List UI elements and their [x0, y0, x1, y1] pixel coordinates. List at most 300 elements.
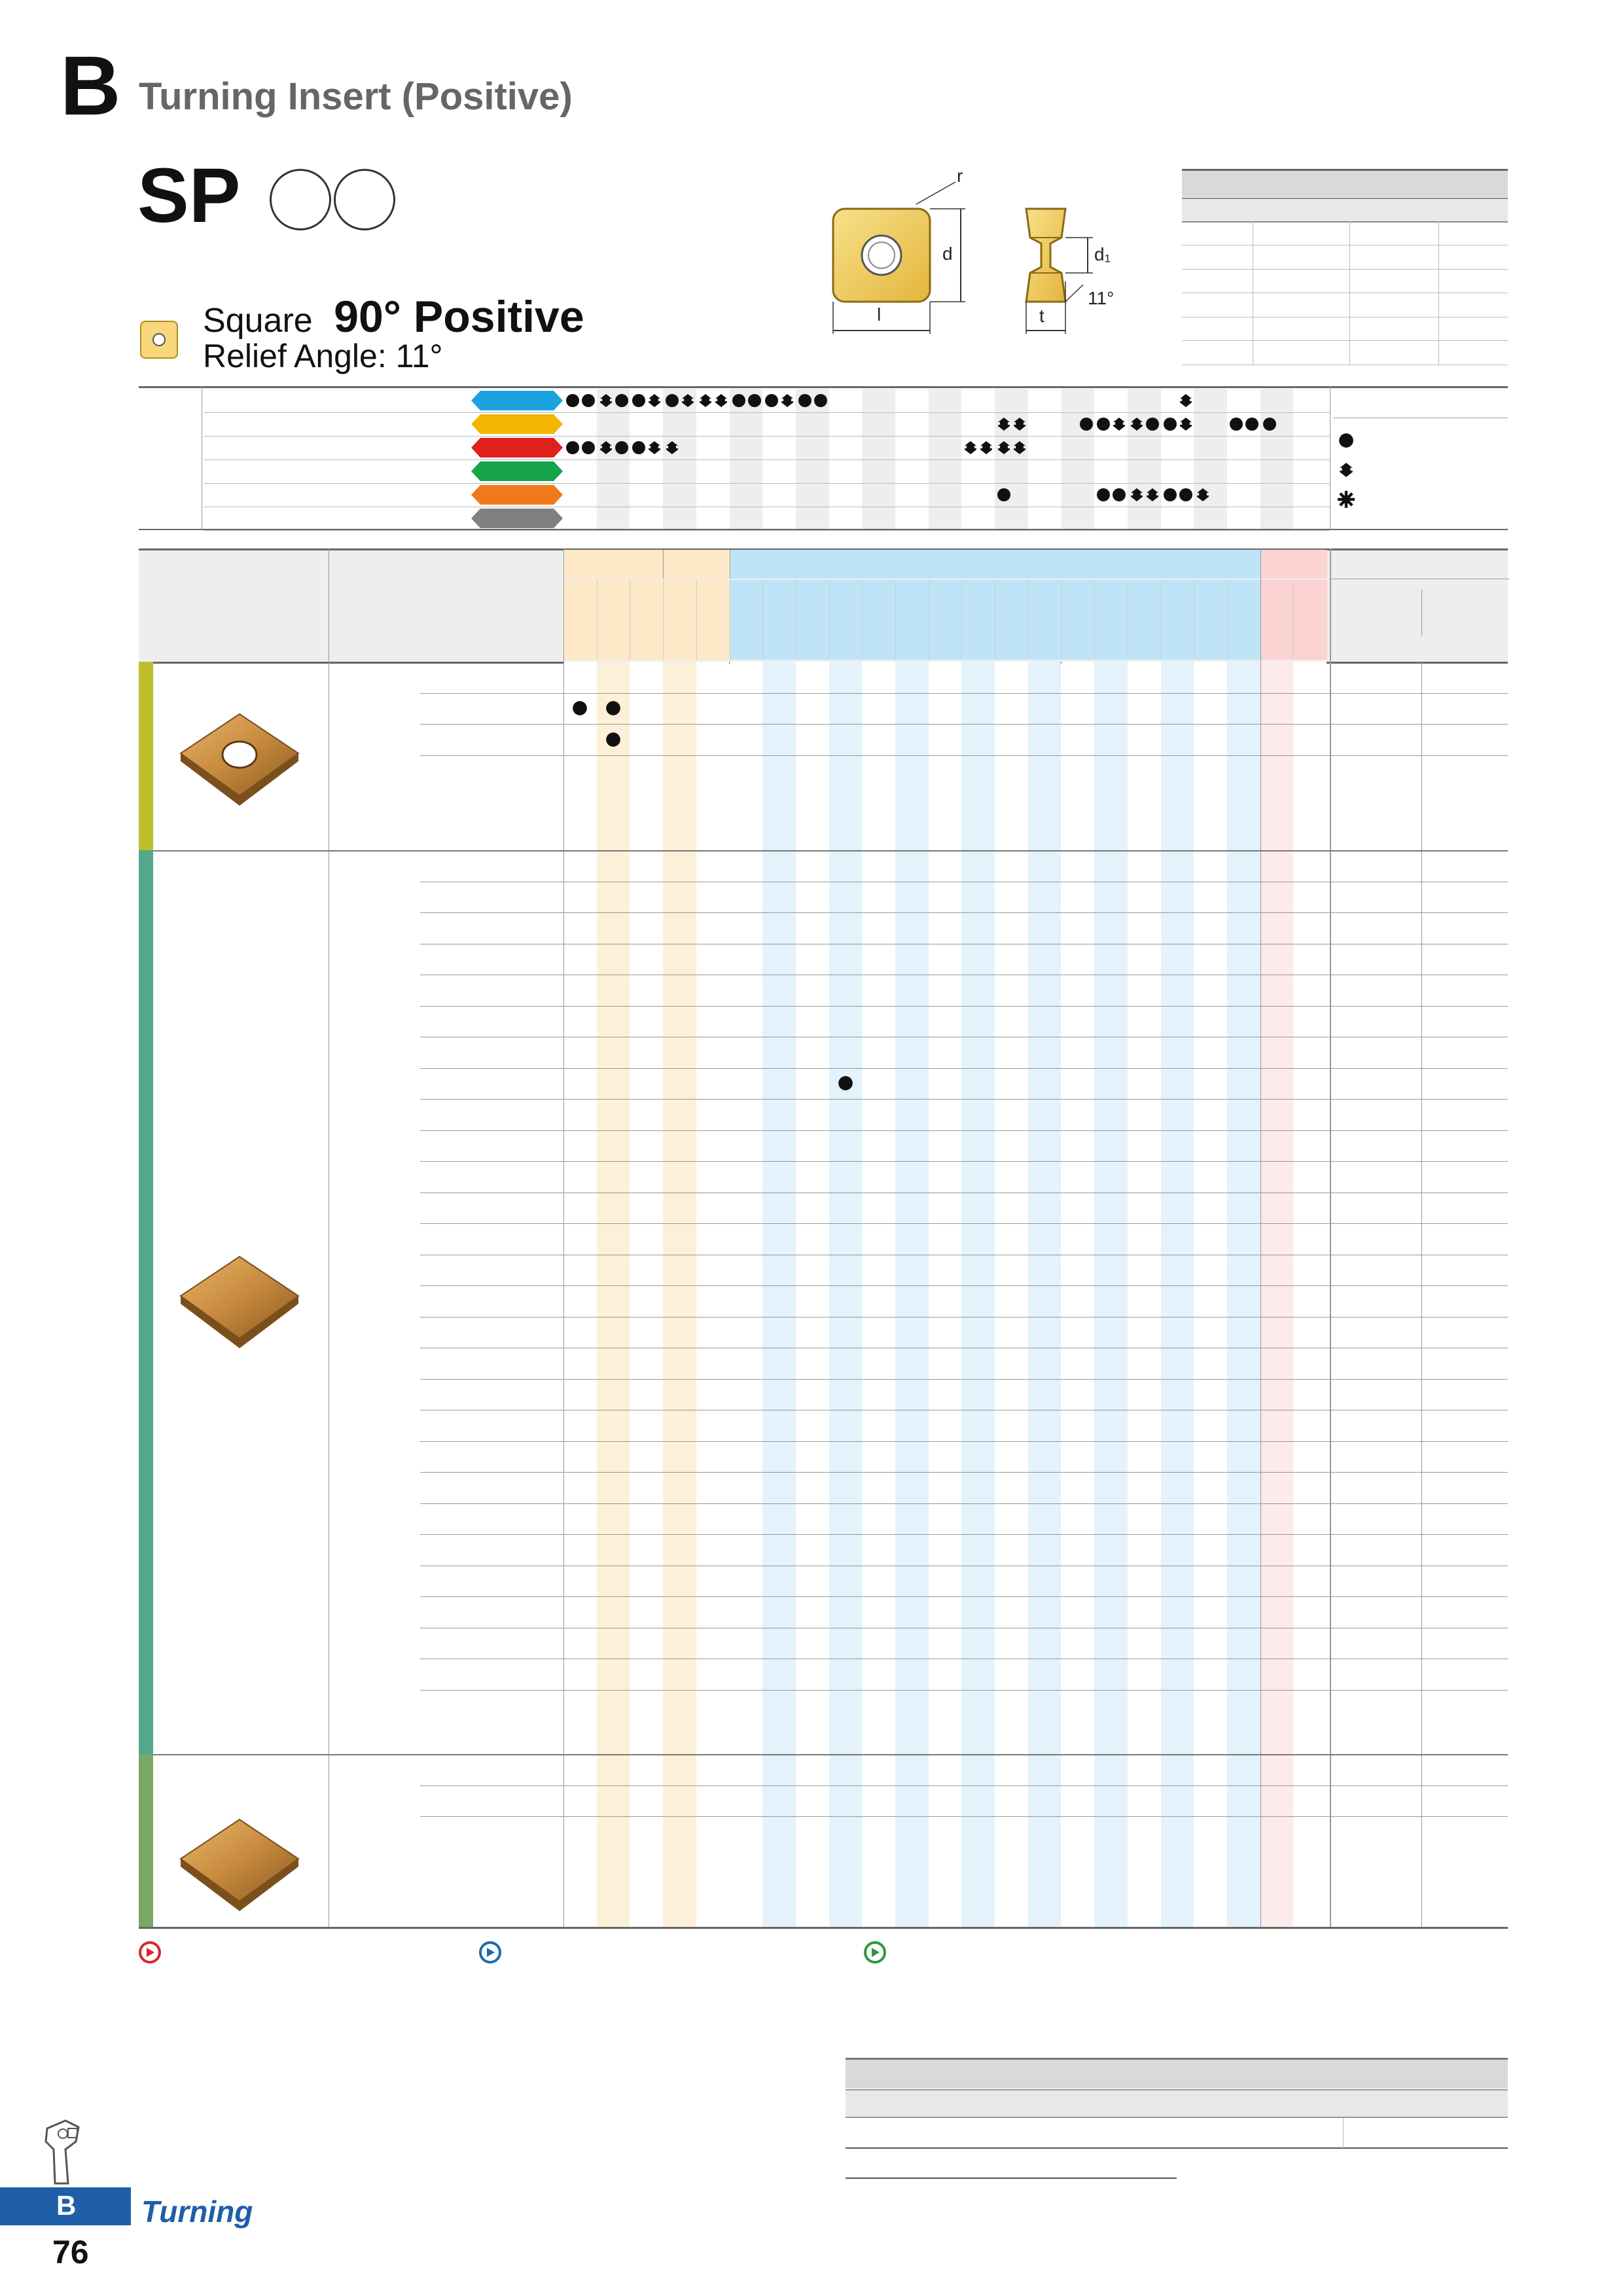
dimensions-cell [1253, 269, 1350, 293]
fn-value [1330, 1379, 1421, 1410]
tool-holders-header [1343, 2090, 1508, 2117]
tool-holder-cell[interactable] [1343, 2118, 1508, 2147]
machining-type-label [1359, 488, 1509, 511]
iso-code-tag [471, 461, 563, 481]
tool-holder-row-line [846, 2178, 1177, 2179]
fn-value [1330, 1659, 1421, 1690]
ap-value [1421, 1472, 1508, 1503]
fn-value [1330, 1223, 1421, 1255]
inserts-header [139, 548, 329, 660]
iso-code-tag [471, 485, 563, 505]
continuous-cutting-icon [565, 440, 580, 456]
designation-code [424, 1317, 562, 1348]
dimensions-cell [1182, 269, 1253, 293]
placeholder-circle-2 [334, 169, 395, 230]
general-cutting-icon [647, 440, 662, 456]
tool-holders-header [1177, 2090, 1343, 2117]
ap-value [1421, 1348, 1508, 1379]
grade-name [1001, 581, 1022, 659]
dimensions-header-row [1182, 198, 1508, 223]
fn-value [1330, 882, 1421, 913]
ap-value [1421, 1099, 1508, 1130]
dimensions-cell [1253, 245, 1350, 269]
fn-value [1330, 1161, 1421, 1193]
dimensions-row [1182, 293, 1508, 317]
stock-item-icon [605, 731, 622, 748]
continuous-cutting-icon [631, 440, 647, 456]
fn-value [1330, 1596, 1421, 1628]
designation-code [424, 1503, 562, 1535]
grade-name [1067, 581, 1088, 659]
ap-value [1421, 912, 1508, 944]
designation-code [424, 1068, 562, 1100]
tool-holder-col-line [1343, 2118, 1344, 2148]
designation-code [424, 1441, 562, 1473]
fn-value [1330, 1193, 1421, 1224]
iso-code-letter [471, 414, 563, 434]
dimensions-cell [1349, 221, 1439, 245]
page-number: 76 [52, 2234, 89, 2270]
general-cutting-icon [1129, 416, 1145, 432]
reference-arrow-icon [139, 1941, 161, 1964]
continuous-cutting-icon [580, 440, 596, 456]
fn-value [1330, 1099, 1421, 1130]
ap-value [1421, 1006, 1508, 1037]
grade-name [1266, 581, 1287, 659]
grade-name [702, 581, 723, 659]
continuous-cutting-icon [1244, 416, 1260, 432]
general-cutting-icon [713, 393, 729, 408]
grade-name [769, 581, 790, 659]
stock-item-icon [571, 700, 588, 717]
designation-code [424, 1596, 562, 1628]
stock-item-icon [837, 1075, 854, 1092]
ap-value [1421, 1628, 1508, 1659]
continuous-cutting-icon [565, 393, 580, 408]
workpiece-top-line [139, 386, 1508, 388]
ap-value [1421, 1410, 1508, 1441]
continuous-cutting-icon [747, 393, 762, 408]
shape-name: Square 90° Positive [203, 292, 584, 342]
placeholder-circle-1 [270, 169, 331, 230]
continuous-cutting-icon [1079, 416, 1094, 432]
dimensions-table [1182, 169, 1508, 378]
continuous-cutting-icon [1228, 416, 1244, 432]
continuous-cutting-icon [1162, 487, 1178, 503]
workpiece-row-line [204, 530, 1330, 531]
iso-code-letter [471, 438, 563, 457]
continuous-cutting-icon [580, 393, 596, 408]
tool-holder-cell [846, 2118, 1009, 2147]
table-bottom-line [139, 1927, 1508, 1929]
dimensions-row [1182, 341, 1508, 365]
continuous-cutting-icon [1111, 487, 1127, 503]
ap-value [1421, 1130, 1508, 1162]
dimensions-cell [1349, 293, 1439, 317]
stock-item-note [1343, 1940, 1508, 1966]
tool-holder-cell [1177, 2118, 1343, 2147]
general-cutting-icon [680, 393, 696, 408]
ap-value [1421, 944, 1508, 975]
dimensions-cell [1438, 341, 1508, 365]
reference-arrow-head [872, 1948, 880, 1957]
dimensions-header-0 [1182, 199, 1253, 221]
continuous-cutting-icon [614, 440, 630, 456]
fn-value [1330, 1503, 1421, 1535]
grade-name [935, 581, 955, 659]
grade-name [1300, 581, 1321, 659]
diagram-d-label: d [942, 243, 953, 264]
fn-value [1330, 1006, 1421, 1037]
grade-name [968, 581, 989, 659]
general-cutting-icon [598, 393, 614, 408]
grade-name [868, 581, 889, 659]
dimensions-cell [1182, 293, 1253, 317]
tool-holders-title [846, 2058, 1508, 2089]
continuous-cutting-icon [1262, 416, 1277, 432]
designation-code [424, 1006, 562, 1037]
dimensions-row [1182, 245, 1508, 270]
ap-value [1421, 1566, 1508, 1597]
designation-code [424, 1223, 562, 1255]
ap-value [1421, 724, 1508, 755]
tool-holders-header [846, 2090, 1009, 2117]
continuous-cutting-icon [1338, 432, 1355, 449]
continuous-cutting-icon [1162, 416, 1178, 432]
workpiece-bottom-line [139, 529, 1508, 530]
dimensions-cell [1349, 245, 1439, 269]
designation-code [424, 912, 562, 944]
dimensions-cell [1182, 317, 1253, 340]
continuous-cutting-icon [996, 487, 1012, 503]
section-tab-letter: B [56, 2190, 77, 2221]
fn-value [1330, 1566, 1421, 1597]
iso-code-letter [471, 509, 563, 528]
general-cutting-icon [1111, 416, 1127, 432]
continuous-cutting-icon [1096, 487, 1111, 503]
grade-name [736, 581, 757, 659]
designation-code [424, 975, 562, 1006]
continuous-cutting-icon [664, 393, 680, 408]
fn-value [1330, 1285, 1421, 1317]
general-cutting-icon [996, 440, 1012, 456]
fn-value [1330, 850, 1421, 882]
reference-label [508, 1940, 717, 1966]
fn-value [1330, 944, 1421, 975]
grade-name [1101, 581, 1122, 659]
turning-tool-icon [39, 2115, 98, 2187]
table-row-line [420, 1690, 1508, 1691]
iso-code-tag [471, 438, 563, 457]
general-cutting-icon [1195, 487, 1211, 503]
designation-code [424, 1285, 562, 1317]
designation-code [424, 1193, 562, 1224]
ap-value [1421, 1068, 1508, 1100]
tool-holder-cell [846, 2148, 1009, 2177]
general-cutting-icon [1145, 487, 1160, 503]
ap-value [1421, 1379, 1508, 1410]
general-cutting-icon [996, 416, 1012, 432]
dimensions-cell [1182, 341, 1253, 365]
fn-value [1330, 1255, 1421, 1286]
general-cutting-icon [647, 393, 662, 408]
fn-value [1330, 662, 1421, 693]
ap-value [1421, 1317, 1508, 1348]
workpiece-label [159, 388, 185, 531]
continuous-cutting-icon [1096, 416, 1111, 432]
fn-value [1330, 1410, 1421, 1441]
designation-code [424, 1785, 562, 1817]
grade-name [569, 581, 590, 659]
chapter-name: Turning [141, 2195, 253, 2229]
ap-value [1421, 850, 1508, 882]
tool-holders-header [1009, 2090, 1177, 2117]
reference-pages[interactable] [357, 1940, 449, 1966]
chip-breaker-letter [237, 1766, 263, 1799]
fn-value [1330, 1628, 1421, 1659]
shape-code: SP [137, 152, 241, 239]
continuous-cutting-icon [1145, 416, 1160, 432]
reference-links [139, 1937, 1508, 1970]
workpiece-section [139, 386, 1508, 529]
grade-name [1034, 581, 1055, 659]
grade-group-header [1260, 550, 1327, 579]
interrupted-cutting-icon [1338, 491, 1355, 508]
iso-code-letter [471, 391, 563, 410]
continuous-cutting-icon [731, 393, 747, 408]
designation-code [424, 1566, 562, 1597]
reference-arrow-head [487, 1948, 495, 1957]
ap-value [1421, 1037, 1508, 1068]
machining-type-label [1359, 459, 1509, 481]
general-cutting-icon [1012, 416, 1027, 432]
dimensions-cell [1349, 317, 1439, 340]
continuous-cutting-icon [764, 393, 779, 408]
grade-name [1133, 581, 1154, 659]
designation-prefix [331, 850, 410, 882]
reference-arrow-icon [479, 1941, 501, 1964]
ap-value [1421, 1255, 1508, 1286]
ap-value [1421, 1754, 1508, 1785]
dimensions-cell [1438, 245, 1508, 269]
continuous-cutting-icon [813, 393, 829, 408]
ap-unit [1421, 613, 1508, 636]
ap-header [1421, 589, 1508, 613]
designation-code [424, 1255, 562, 1286]
reference-pages[interactable] [1008, 1940, 1099, 1966]
general-cutting-icon [664, 440, 680, 456]
continuous-cutting-icon [1178, 487, 1194, 503]
designation-code [424, 1472, 562, 1503]
designation-code [424, 724, 562, 755]
cutting-condition-header [1330, 550, 1509, 579]
designation-code [424, 944, 562, 975]
grade-name [1167, 581, 1188, 659]
table-row-line [420, 1816, 1508, 1817]
designation-note [424, 761, 568, 780]
ap-value [1421, 662, 1508, 693]
fn-value [1330, 1348, 1421, 1379]
dimensions-row [1182, 269, 1508, 293]
diagram-t-label: t [1039, 306, 1044, 326]
dimensions-cell [1253, 317, 1350, 340]
fn-value [1330, 1037, 1421, 1068]
iso-code-letter [471, 461, 563, 481]
continuous-cutting-icon [631, 393, 647, 408]
fn-value [1330, 693, 1421, 725]
insert-diagram [825, 164, 1126, 340]
designation-prefix [331, 1754, 410, 1785]
designation-code [424, 850, 562, 882]
dimensions-header-2 [1349, 199, 1438, 221]
dimensions-header-1 [1253, 199, 1349, 221]
dimensions-title [1182, 169, 1508, 197]
section-label [140, 1754, 166, 1927]
insert-image [174, 708, 305, 812]
grade-name [636, 581, 657, 659]
grade-name [835, 581, 856, 659]
fn-value [1330, 1130, 1421, 1162]
dimensions-cell [1438, 317, 1508, 340]
iso-code-tag [471, 509, 563, 528]
dimensions-header-3 [1438, 199, 1508, 221]
fn-unit [1330, 613, 1421, 636]
table-row-line [420, 755, 1508, 756]
fn-value [1330, 1317, 1421, 1348]
dimensions-cell [1253, 293, 1350, 317]
continuous-cutting-icon [614, 393, 630, 408]
designation-code [424, 693, 562, 725]
ap-value [1421, 975, 1508, 1006]
reference-pages[interactable] [762, 1940, 853, 1966]
designation-code [424, 1754, 562, 1785]
general-cutting-icon [1338, 461, 1355, 478]
ap-value [1421, 1285, 1508, 1317]
ap-value [1421, 1503, 1508, 1535]
reference-arrow-icon [864, 1941, 886, 1964]
fn-value [1330, 1068, 1421, 1100]
general-cutting-icon [963, 440, 978, 456]
general-cutting-icon [1129, 487, 1145, 503]
designation-code [424, 882, 562, 913]
reference-label [168, 1940, 377, 1966]
fn-value [1330, 1785, 1421, 1817]
dimensions-cell [1349, 269, 1439, 293]
relief-angle: Relief Angle: 11° [203, 338, 443, 374]
tool-holder-cell[interactable] [1009, 2148, 1177, 2177]
grade-name [1200, 581, 1221, 659]
general-cutting-icon [1012, 440, 1027, 456]
insert-shape-icon [140, 321, 178, 359]
ap-value [1421, 1659, 1508, 1690]
section-letter: B [60, 39, 121, 133]
general-cutting-icon [698, 393, 713, 408]
designation-code [424, 1161, 562, 1193]
dimensions-cell [1438, 293, 1508, 317]
ap-value [1421, 1785, 1508, 1817]
general-cutting-icon [1178, 393, 1194, 408]
fn-value [1330, 1754, 1421, 1785]
designation-code [424, 1099, 562, 1130]
grade-name [669, 581, 690, 659]
insert-image [174, 1250, 305, 1355]
machining-type-label [1359, 429, 1509, 452]
tool-holder-cell[interactable] [1009, 2118, 1177, 2147]
grade-name [802, 581, 823, 659]
general-cutting-icon [978, 440, 994, 456]
grade-group-header [730, 550, 1261, 579]
ap-value [1421, 1223, 1508, 1255]
fn-header [1330, 589, 1421, 613]
tool-holders-table [846, 2058, 1508, 2189]
fn-value [1330, 1534, 1421, 1566]
designation-code [424, 1130, 562, 1162]
designation-prefix [331, 662, 410, 693]
fn-value [1330, 975, 1421, 1006]
grade-group-header [663, 550, 730, 579]
iso-code-letter [471, 485, 563, 505]
dimensions-cell [1438, 221, 1508, 245]
dimensions-cell [1182, 245, 1253, 269]
dimensions-cell [1438, 269, 1508, 293]
ap-value [1421, 693, 1508, 725]
diagram-d1-label: d₁ [1094, 244, 1111, 264]
insert-table [139, 548, 1508, 1927]
fn-value [1330, 1472, 1421, 1503]
ap-value [1421, 882, 1508, 913]
ap-value [1421, 1193, 1508, 1224]
dimensions-cell [1349, 341, 1439, 365]
page-title: Turning Insert (Positive) [139, 75, 573, 118]
fn-value [1330, 912, 1421, 944]
dimensions-row [1182, 221, 1508, 245]
machining-types-title [1334, 391, 1508, 418]
section-label [140, 662, 166, 850]
stock-item-icon [605, 700, 622, 717]
tool-holders-header-row [846, 2089, 1508, 2118]
continuous-cutting-icon [797, 393, 813, 408]
general-cutting-icon [1178, 416, 1194, 432]
grade-group-header [563, 550, 664, 579]
insert-image [174, 1813, 305, 1918]
grade-name [901, 581, 922, 659]
section-label [140, 850, 166, 1754]
ap-value [1421, 1534, 1508, 1566]
fn-value [1330, 724, 1421, 755]
diagram-angle-label: 11° [1088, 288, 1115, 308]
designation-code [424, 1659, 562, 1690]
designation-code [424, 1410, 562, 1441]
ap-value [1421, 1596, 1508, 1628]
dimensions-row [1182, 317, 1508, 341]
ap-value [1421, 1441, 1508, 1473]
designation-code [424, 1348, 562, 1379]
grade-name [603, 581, 624, 659]
iso-code-tag [471, 414, 563, 434]
dimensions-cell [1253, 221, 1350, 245]
reference-arrow-head [147, 1948, 154, 1957]
insert-angle: 90° Positive [334, 292, 584, 342]
designation-code [424, 1037, 562, 1068]
designation-code [424, 662, 562, 693]
general-cutting-icon [598, 440, 614, 456]
designation-code [424, 1628, 562, 1659]
diagram-r-label: r [957, 166, 963, 186]
ap-value [1421, 1161, 1508, 1193]
designation-header [329, 548, 564, 660]
designation-code [424, 1534, 562, 1566]
general-cutting-icon [779, 393, 795, 408]
